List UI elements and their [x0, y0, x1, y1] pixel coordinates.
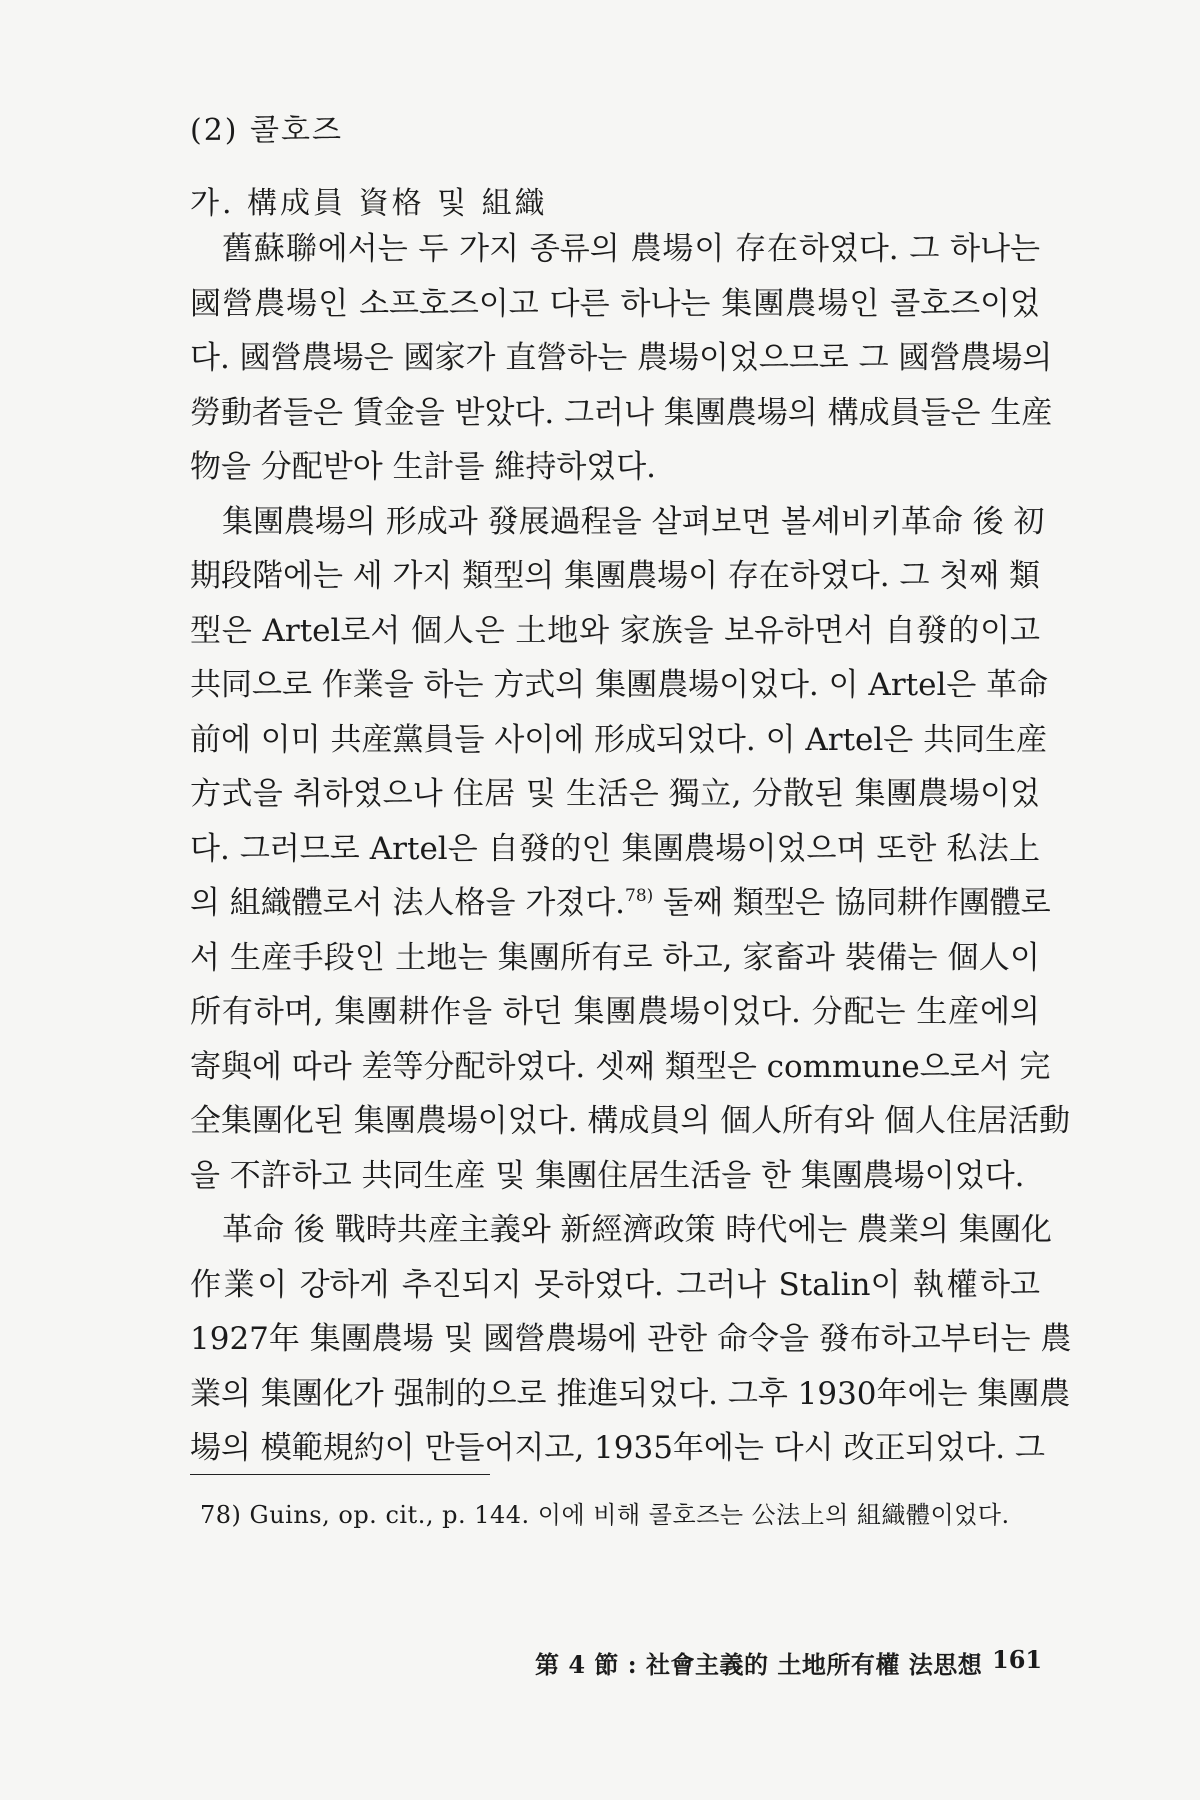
text-line: 業의 集團化가 强制的으로 推進되었다. 그후 1930年에는 集團農 — [190, 1375, 1071, 1412]
text-line: 寄與에 따라 差等分配하였다. 셋째 類型은 commune으로서 完 — [190, 1048, 1051, 1085]
text-line: 1927年 集團農場 및 國營農場에 관한 命令을 發布하고부터는 農 — [190, 1321, 1072, 1357]
text-line: 前에 이미 共産黨員들 사이에 形成되었다. 이 Artel은 共同生産 — [190, 721, 1048, 758]
text-line-with-footnote — [190, 876, 1051, 931]
footnote-reference: 78) — [625, 886, 654, 906]
text-line: 舊蘇聯에서는 두 가지 종류의 農場이 存在하였다. 그 하나는 — [222, 231, 1040, 267]
text-line: 方式을 취하였으나 住居 및 生活은 獨立, 分散된 集團農場이었 — [190, 776, 1040, 812]
text-line: 다. 國營農場은 國家가 直營하는 農場이었으므로 그 國營農場의 — [190, 340, 1053, 376]
text-line: 全集團化된 集團農場이었다. 構成員의 個人所有와 個人住居活動 — [190, 1103, 1070, 1139]
text-line: 共同으로 作業을 하는 方式의 集團農場이었다. 이 Artel은 革命 — [190, 667, 1049, 703]
text-line: 型은 Artel로서 個人은 土地와 家族을 보유하면서 自發的이고 — [190, 612, 1040, 649]
footnote: 78) Guins, op. cit., p. 144. 이에 비해 콜호즈는 公法上의 組織體이었다. — [200, 1501, 1010, 1529]
text-line: 다. 그러므로 Artel은 自發的인 集團農場이었으며 또한 私法上 — [190, 830, 1040, 867]
sub-heading: 가. 構成員 資格 및 組織 — [190, 186, 548, 221]
body-text — [190, 222, 1072, 1476]
page-number: 161 — [992, 1645, 1043, 1674]
text-line: 場의 模範規約이 만들어지고, 1935年에는 다시 改正되었다. 그 — [190, 1430, 1045, 1466]
text-segment: 둘째 類型은 協同耕作團體로 — [653, 885, 1051, 921]
footnote-divider — [190, 1474, 490, 1475]
text-line: 作業이 강하게 추진되지 못하였다. 그러나 Stalin이 執權하고 — [190, 1266, 1040, 1303]
text-line: 期段階에는 세 가지 類型의 集團農場이 存在하였다. 그 첫째 類 — [190, 558, 1040, 594]
text-segment: 의 組織體로서 法人格을 가졌다. — [190, 885, 626, 921]
text-line: 所有하며, 集團耕作을 하던 集團農場이었다. 分配는 生産에의 — [190, 994, 1040, 1030]
text-line: 勞動者들은 賃金을 받았다. 그러나 集團農場의 構成員들은 生産 — [190, 394, 1053, 431]
text-line: 國營農場인 소프호즈이고 다른 하나는 集團農場인 콜호즈이었 — [190, 285, 1040, 322]
text-line: 을 不許하고 共同生産 및 集團住居生活을 한 集團農場이었다. — [190, 1157, 1025, 1194]
text-line: 物을 分配받아 生計를 維持하였다. — [190, 449, 657, 485]
running-footer: 第 4 節 : 社會主義的 土地所有權 法思想 — [535, 1650, 983, 1679]
text-line: 革命 後 戰時共産主義와 新經濟政策 時代에는 農業의 集團化 — [222, 1212, 1052, 1248]
section-heading: (2) 콜호즈 — [190, 113, 343, 148]
text-line: 集團農場의 形成과 發展過程을 살펴보면 볼셰비키革命 後 初 — [222, 503, 1045, 540]
text-line: 서 生産手段인 土地는 集團所有로 하고, 家畜과 裝備는 個人이 — [190, 939, 1040, 976]
